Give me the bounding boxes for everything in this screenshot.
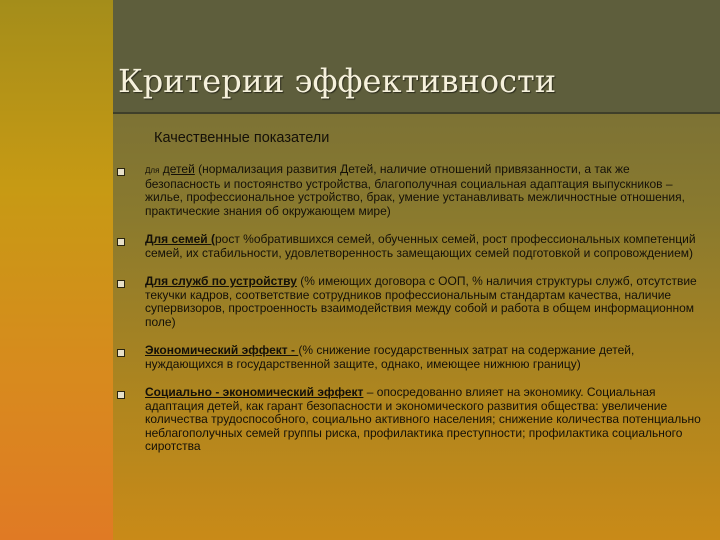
lead-term: Экономический эффект - xyxy=(145,343,299,357)
bullet-icon xyxy=(117,391,125,399)
title-divider xyxy=(113,112,720,114)
list-item-text xyxy=(145,275,707,329)
item-description: (% снижение государственных затрат на содержание детей, нуждающихся в государственной защите, однако, имеющее нижнюю границу) xyxy=(145,343,635,371)
criteria-list xyxy=(117,163,707,469)
list-item xyxy=(117,344,707,371)
item-description: (% имеющих договора с ООП, % наличия структуры служб, отсутствие текучки кадров, соответствие сотрудников профессиональным стандартам качества, наличие супервизоров, простроенность взаимодействия между собой и работа в общем информационном поле) xyxy=(145,274,697,329)
list-item-text xyxy=(145,344,707,371)
list-item xyxy=(117,163,707,218)
lead-term: Социально - экономический эффект xyxy=(145,385,364,399)
slide-title: Критерии эффективности xyxy=(118,62,557,100)
lead-term: Для семей ( xyxy=(145,232,215,246)
list-item xyxy=(117,233,707,260)
bullet-icon xyxy=(117,238,125,246)
list-item-text xyxy=(145,233,707,260)
list-item xyxy=(117,275,707,329)
lead-prefix: Для xyxy=(145,166,160,175)
list-item-text xyxy=(145,163,707,218)
lead-term: детей xyxy=(162,162,195,176)
item-description: (нормализация развития Детей, наличие отношений привязанности, а так же безопасность и постоянство устройства, благополучная социальная адаптация выпускников – жилье, профессиональное устройство, брак, умение устанавливать межличностные отношения, практические знания об окружающем мире) xyxy=(145,162,685,218)
lead-term: Для служб по устройству xyxy=(145,274,297,288)
item-description: рост %обратившихся семей, обученных семей, рост профессиональных компетенций семей, их стабильности, удовлетворенность замещающих семей подготовкой и сопровождением) xyxy=(145,232,696,260)
bullet-icon xyxy=(117,280,125,288)
left-color-band xyxy=(0,0,113,540)
bullet-icon xyxy=(117,168,125,176)
list-item-text xyxy=(145,386,707,454)
list-item xyxy=(117,386,707,454)
item-description: – опосредованно влияет на экономику. Социальная адаптация детей, как гарант безопасности и экономического развития общества: увеличение количества трудоспособного, социально активного населения; снижение количества потенциально неблагополучных семей группы риска, профилактика преступности; профилактика социального сиротства xyxy=(145,385,701,453)
bullet-icon xyxy=(117,349,125,357)
slide-subtitle: Качественные показатели xyxy=(154,130,330,146)
